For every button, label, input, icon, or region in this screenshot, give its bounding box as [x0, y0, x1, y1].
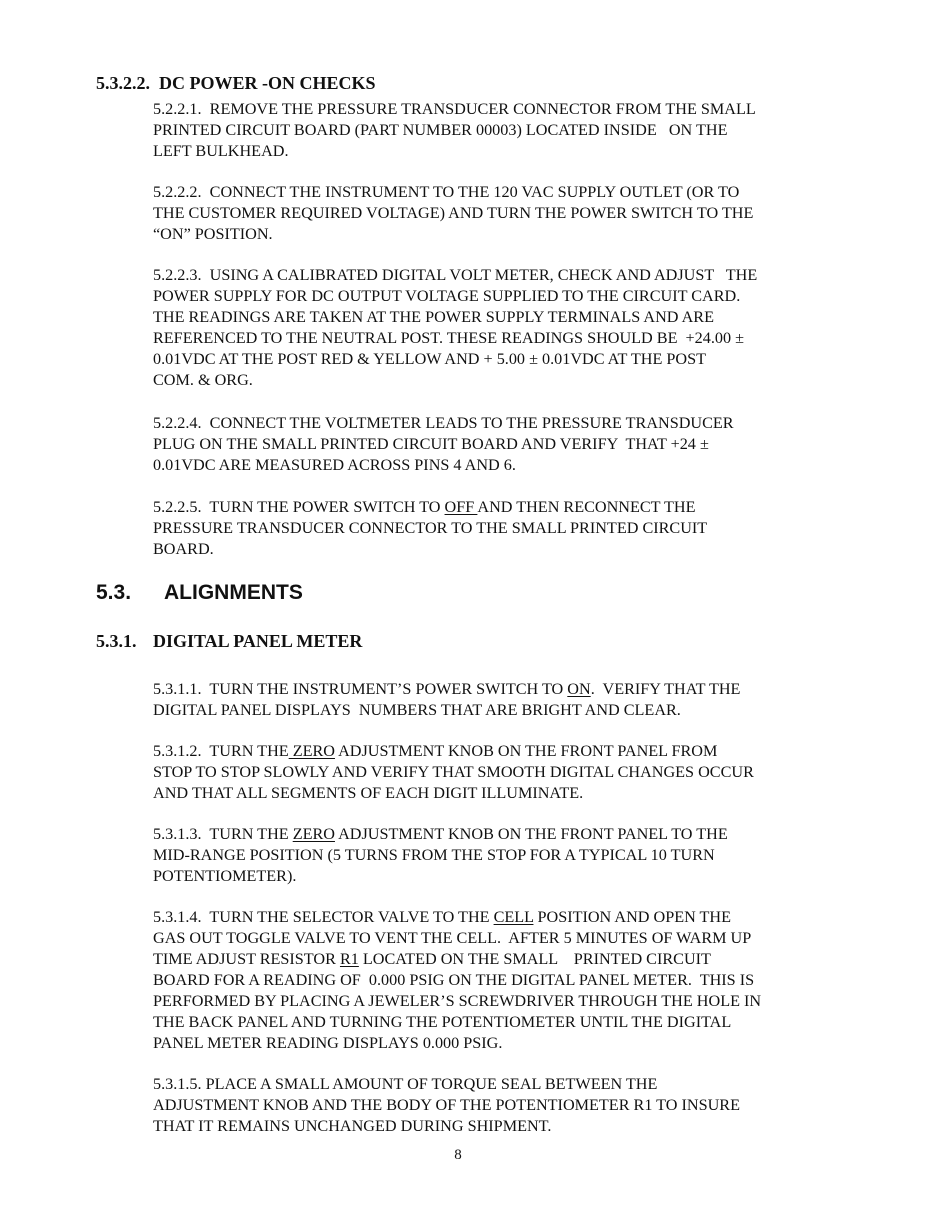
text-line: 0.01VDC ARE MEASURED ACROSS PINS 4 AND 6.	[153, 456, 516, 474]
underlined-cell: CELL	[493, 908, 534, 926]
heading-title: DC POWER -ON CHECKS	[159, 73, 376, 93]
heading-digital-panel-meter	[96, 631, 362, 652]
text-line: 5.2.2.1. REMOVE THE PRESSURE TRANSDUCER CONNECTOR FROM THE SMALL	[153, 100, 756, 118]
text-segment: 5.2.2.5. TURN THE POWER SWITCH TO	[153, 498, 445, 516]
text-segment: TIME ADJUST RESISTOR	[153, 950, 340, 968]
step-5-3-1-1	[153, 679, 843, 721]
step-5-3-1-4	[153, 907, 843, 1054]
text-line: MID-RANGE POSITION (5 TURNS FROM THE STOP FOR A TYPICAL 10 TURN	[153, 846, 715, 864]
text-segment: POSITION AND OPEN THE	[533, 908, 732, 926]
heading-title: DIGITAL PANEL METER	[153, 631, 363, 651]
text-line	[153, 824, 843, 845]
underlined-r1: R1	[339, 950, 359, 968]
text-line: REFERENCED TO THE NEUTRAL POST. THESE READINGS SHOULD BE +24.00 ±	[153, 329, 745, 347]
text-line: THAT IT REMAINS UNCHANGED DURING SHIPMENT.	[153, 1117, 552, 1135]
text-segment: 5.3.1.1. TURN THE INSTRUMENT’S POWER SWITCH TO	[153, 680, 568, 698]
text-segment: 5.3.1.3. TURN THE	[153, 825, 293, 843]
text-line: DIGITAL PANEL DISPLAYS NUMBERS THAT ARE BRIGHT AND CLEAR.	[153, 701, 681, 719]
text-segment: LOCATED ON THE SMALL PRINTED CIRCUIT	[358, 950, 711, 968]
text-line: COM. & ORG.	[153, 371, 253, 389]
text-line: ADJUSTMENT KNOB AND THE BODY OF THE POTENTIOMETER R1 TO INSURE	[153, 1096, 740, 1114]
text-line: “ON” POSITION.	[153, 225, 273, 243]
text-segment: 5.3.1.4. TURN THE SELECTOR VALVE TO THE	[153, 908, 494, 926]
text-line	[153, 679, 843, 700]
text-line: LEFT BULKHEAD.	[153, 142, 289, 160]
text-line: POWER SUPPLY FOR DC OUTPUT VOLTAGE SUPPLIED TO THE CIRCUIT CARD.	[153, 287, 741, 305]
text-line: PERFORMED BY PLACING A JEWELER’S SCREWDRIVER THROUGH THE HOLE IN	[153, 992, 762, 1010]
step-5-3-1-5	[153, 1074, 843, 1137]
text-line	[153, 497, 843, 518]
text-line: 5.2.2.3. USING A CALIBRATED DIGITAL VOLT METER, CHECK AND ADJUST THE	[153, 266, 758, 284]
text-line	[153, 949, 843, 970]
heading-number: 5.3.	[96, 581, 132, 604]
text-segment: ADJUSTMENT KNOB ON THE FRONT PANEL TO THE	[334, 825, 728, 843]
text-segment: . VERIFY THAT THE	[590, 680, 741, 698]
text-line: AND THAT ALL SEGMENTS OF EACH DIGIT ILLUMINATE.	[153, 784, 584, 802]
underlined-zero: ZERO	[288, 742, 335, 760]
text-line: THE READINGS ARE TAKEN AT THE POWER SUPPLY TERMINALS AND ARE	[153, 308, 714, 326]
text-line: 0.01VDC AT THE POST RED & YELLOW AND + 5.00 ± 0.01VDC AT THE POST	[153, 350, 706, 368]
text-line	[153, 741, 843, 762]
page-number: 8	[454, 1147, 462, 1163]
step-5-3-1-3	[153, 824, 843, 887]
step-5-2-2-1	[153, 99, 843, 162]
text-line: PANEL METER READING DISPLAYS 0.000 PSIG.	[153, 1034, 503, 1052]
underlined-off: OFF	[444, 498, 478, 516]
underlined-on: ON	[567, 680, 591, 698]
text-line: STOP TO STOP SLOWLY AND VERIFY THAT SMOOTH DIGITAL CHANGES OCCUR	[153, 763, 754, 781]
heading-number: 5.3.1.	[96, 631, 137, 651]
text-line: PLUG ON THE SMALL PRINTED CIRCUIT BOARD AND VERIFY THAT +24 ±	[153, 435, 709, 453]
heading-dc-power-on-checks	[96, 73, 376, 94]
text-line: THE BACK PANEL AND TURNING THE POTENTIOMETER UNTIL THE DIGITAL	[153, 1013, 732, 1031]
step-5-2-2-4	[153, 413, 843, 476]
text-line: 5.2.2.2. CONNECT THE INSTRUMENT TO THE 120 VAC SUPPLY OUTLET (OR TO	[153, 183, 740, 201]
text-line: PRESSURE TRANSDUCER CONNECTOR TO THE SMALL PRINTED CIRCUIT	[153, 519, 708, 537]
text-line: PRINTED CIRCUIT BOARD (PART NUMBER 00003) LOCATED INSIDE ON THE	[153, 121, 728, 139]
heading-number: 5.3.2.2.	[96, 73, 150, 93]
step-5-2-2-3	[153, 265, 843, 391]
heading-title: ALIGNMENTS	[164, 581, 303, 604]
text-line: GAS OUT TOGGLE VALVE TO VENT THE CELL. AFTER 5 MINUTES OF WARM UP	[153, 929, 752, 947]
underlined-zero: ZERO	[292, 825, 335, 843]
text-line: BOARD FOR A READING OF 0.000 PSIG ON THE DIGITAL PANEL METER. THIS IS	[153, 971, 755, 989]
text-line	[153, 907, 843, 928]
step-5-2-2-5	[153, 497, 843, 560]
text-line: 5.3.1.5. PLACE A SMALL AMOUNT OF TORQUE SEAL BETWEEN THE	[153, 1075, 658, 1093]
text-line: 5.2.2.4. CONNECT THE VOLTMETER LEADS TO THE PRESSURE TRANSDUCER	[153, 414, 734, 432]
step-5-2-2-2	[153, 182, 843, 245]
heading-alignments	[96, 581, 303, 605]
text-line: POTENTIOMETER).	[153, 867, 297, 885]
text-segment: ADJUSTMENT KNOB ON THE FRONT PANEL FROM	[334, 742, 718, 760]
text-segment: 5.3.1.2. TURN THE	[153, 742, 289, 760]
text-line: THE CUSTOMER REQUIRED VOLTAGE) AND TURN THE POWER SWITCH TO THE	[153, 204, 754, 222]
text-segment: AND THEN RECONNECT THE	[477, 498, 696, 516]
text-line: BOARD.	[153, 540, 214, 558]
step-5-3-1-2	[153, 741, 843, 804]
